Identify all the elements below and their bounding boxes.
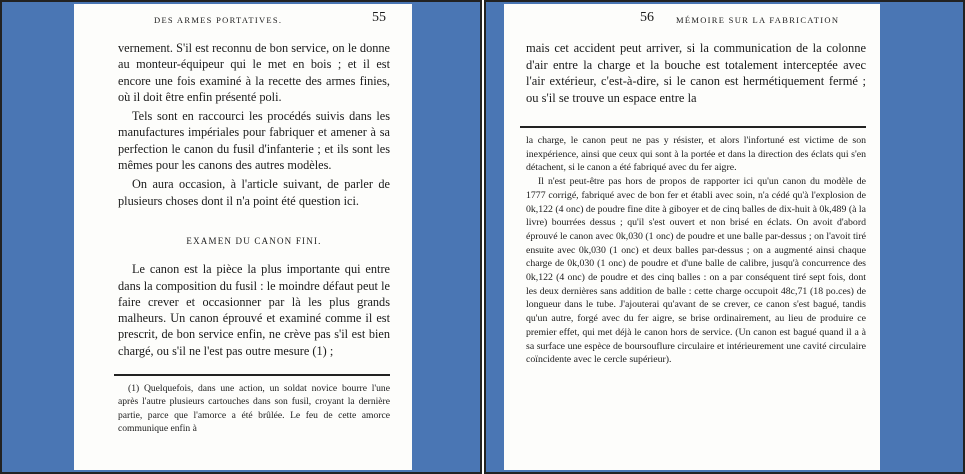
right-scan-frame — [484, 0, 965, 474]
left-running-title: DES ARMES PORTATIVES. — [154, 15, 283, 25]
left-page-header — [74, 10, 412, 28]
left-footnote — [74, 382, 412, 435]
right-book-page — [504, 4, 880, 470]
left-body-text — [74, 40, 412, 359]
left-paragraph-1: vernement. S'il est reconnu de bon service, on le donne au monteur-équipeur qui le met en bois ; et il est encore une fois examiné à la recette des armes finies, où il doit être enfin présenté poli. — [118, 41, 390, 104]
left-paragraph-3: On aura occasion, à l'article suivant, de parler de plusieurs choses dont il n'a point été question ici. — [118, 177, 390, 208]
left-paragraph-4: Le canon est la pièce la plus importante qui entre dans la composition du fusil : le moindre défaut peut le faire crever et occasionner par là les plus grands malheurs. Un canon éprouvé et examiné comme il est prescrit, de bon service enfin, ne crève pas s'il est bien chargé, ou s'il ne l'est pas outre mesure (1) ; — [118, 262, 390, 358]
left-book-page — [74, 4, 412, 470]
text-divider — [520, 126, 866, 128]
right-running-title: MÉMOIRE SUR LA FABRICATION — [676, 15, 840, 25]
right-small-paragraph-1: la charge, le canon peut ne pas y résister, et alors l'infortuné est victime de son inexpérience, ainsi que ceux qui sont à la portée et dans la direction des éclats qui s'en détachent, si le canon a été fabriqué avec du fer aigre. — [526, 135, 866, 174]
section-title: EXAMEN DU CANON FINI. — [186, 235, 322, 246]
right-body-text — [504, 40, 880, 106]
left-scan-frame — [0, 0, 482, 474]
footnote-text: (1) Quelquefois, dans une action, un soldat novice bourre l'une après l'autre plusieurs cartouches dans son fusil, croyant la dernière partie, parce que l'amorce a été brûlée. Le feu de cette amorce communique enfin à — [118, 383, 390, 434]
right-page-header — [504, 10, 880, 28]
footnote-divider — [114, 374, 390, 376]
left-page-number: 55 — [372, 10, 386, 25]
right-page-number: 56 — [640, 10, 654, 25]
right-paragraph-1: mais cet accident peut arriver, si la communication de la colonne d'air entre la charge et la bouche est totalement interceptée avec l'air extérieur, c'est-à-dire, si le canon est hermétiquement fermé ; ou s'il se trouve un espace entre la — [526, 41, 866, 105]
right-small-paragraph-2: Il n'est peut-être pas hors de propos de rapporter ici qu'un canon du modèle de 1777 corrigé, fabriqué avec de bon fer et établi avec soin, n'a cédé qu'à l'explosion de 0k,122 (4 onc) de poudre fine dite à giboyer et de cinq balles de dix-huit à 0k,489 (à la livre) bourrées dessus ; qu'il s'est ouvert et non brisé en éclats. On avoit d'abord éprouvé le canon avec 0k,030 (1 onc) de poudre et une balle par-dessus ; on l'avoit tiré ensuite avec 0k,030 (1 onc) et deux balles par-dessus ; on a augmenté ainsi chaque charge de 0k,030 (1 onc) de poudre et d'une balle de calibre, jusqu'à concurrence des 0k,122 (4 onc) de poudre et des cinq balles : on a par conséquent tiré sept fois, dont les deux dernières sans addition de balle : cette charge occupoit 48c,71 (18 po.ces) de longueur dans le tube. J'ajouterai qu'avant de se crever, ce canon s'est bagué, tandis qu'un autre, forgé avec du fer aigre, se brise ordinairement, au lieu de produire ce premier effet, qui met déjà le canon hors de service. (Un canon est bagué quand il a à sa surface une espèce de boursouflure circulaire et intérieurement une cavité circulaire coïncidente avec le cercle supérieur). — [526, 176, 866, 366]
left-paragraph-2: Tels sont en raccourci les procédés suivis dans les manufactures impériales pour fabriquer et amener à sa perfection le canon du fusil d'infanterie ; et ils sont les mêmes pour les canons des autres modèles. — [118, 109, 390, 173]
right-small-text — [504, 134, 880, 367]
